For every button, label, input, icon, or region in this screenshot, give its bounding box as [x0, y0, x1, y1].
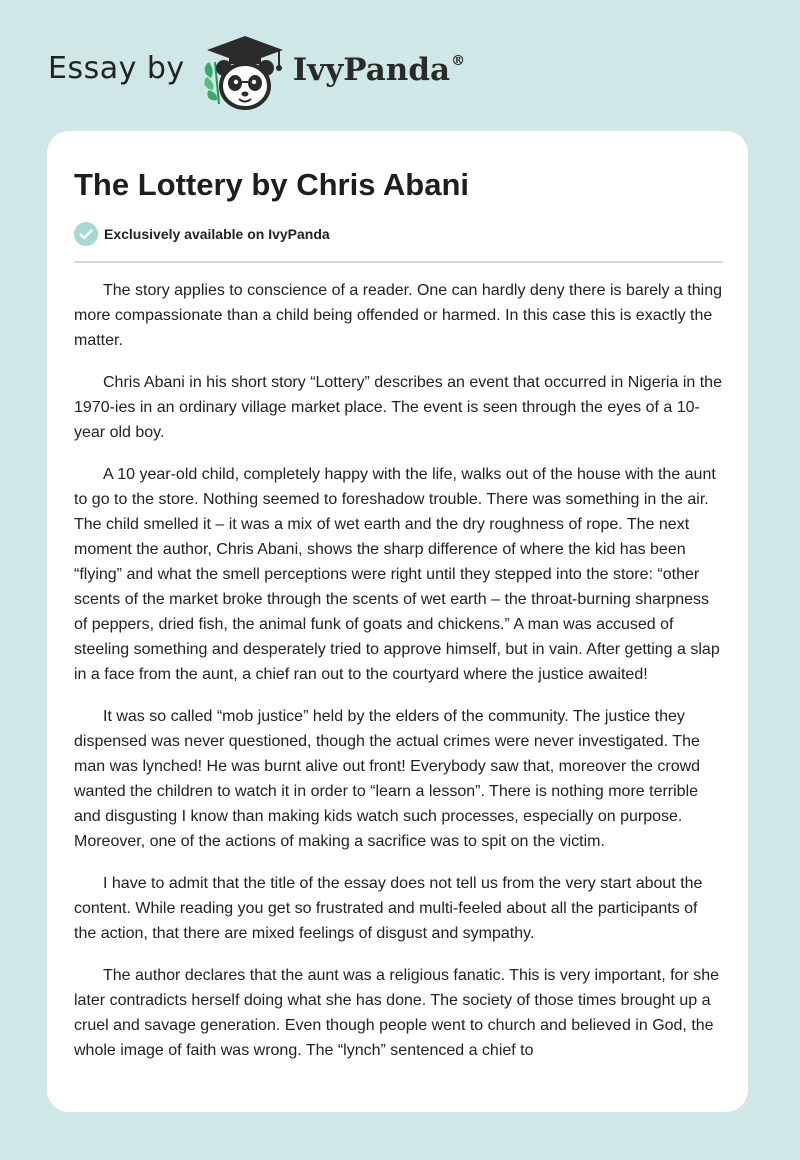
- essay-paragraph: I have to admit that the title of the essay does not tell us from the very start about the content. While reading you get so frustrated and multi-feeled about all the participants of the action, that there are mixed feelings of disgust and sympathy.: [74, 875, 703, 942]
- essay-paragraph: A 10 year-old child, completely happy with the life, walks out of the house with the aunt to go to the store. Nothing seemed to foreshadow trouble. There was something in the air. The child smelled it – it was a mix of wet earth and the dry roughness of rope. The next moment the author, Chris Abani, shows the sharp difference of where the kid has been “flying” and what the smell perceptions were right until they stepped into the store: “other scents of the market broke through the scents of wet earth – the throat-burning sharpness of peppers, dried fish, the animal funk of goats and chickens.” A man was accused of steeling something and desperately tried to approve himself, but in vain. After getting a slap in a face from the aunt, a chief ran out to the courtyard where the justice awaited!: [74, 466, 720, 683]
- exclusive-badge-text: Exclusively available on IvyPanda: [104, 226, 330, 242]
- check-circle-icon: [74, 222, 98, 246]
- site-header: [48, 32, 465, 112]
- essay-paragraph: Chris Abani in his short story “Lottery” describes an event that occurred in Nigeria in the 1970-ies in an ordinary village market place. The event is seen through the eyes of a 10-year old boy.: [74, 374, 722, 441]
- essay-card: [47, 131, 748, 1112]
- essay-by-label: Essay by: [48, 50, 185, 86]
- essay-paragraph: The story applies to conscience of a reader. One can hardly deny there is barely a thing more compassionate than a child being offended or harmed. In this case this is exactly the matter.: [74, 282, 723, 349]
- title-divider: [74, 261, 723, 263]
- essay-paragraph: It was so called “mob justice” held by the elders of the community. The justice they dispensed was never questioned, though the actual crimes were never investigated. The man was lynched! He was burnt alive out front! Everybody saw that, moreover the crowd wanted the children to watch it in order to “learn a lesson”. There is nothing more terrible and disgusting I know than making kids watch such processes, especially on purpose. Moreover, one of the actions of making a sacrifice was to spit on the victim.: [74, 708, 701, 850]
- exclusive-badge: [74, 222, 330, 246]
- brand-name: IvyPanda®: [292, 52, 466, 88]
- page-title: The Lottery by Chris Abani: [74, 167, 470, 202]
- ivypanda-logo-link[interactable]: [199, 32, 465, 112]
- essay-body: [74, 278, 723, 1080]
- essay-paragraph: The author declares that the aunt was a religious fanatic. This is very important, for she later contradicts herself doing what she has done. The society of those times brought up a cruel and savage generation. Even though people went to church and believed in God, the whole image of faith was wrong. The “lynch” sentenced a chief to: [74, 967, 720, 1059]
- registered-mark: ®: [451, 52, 466, 69]
- panda-graduate-icon: [199, 32, 291, 112]
